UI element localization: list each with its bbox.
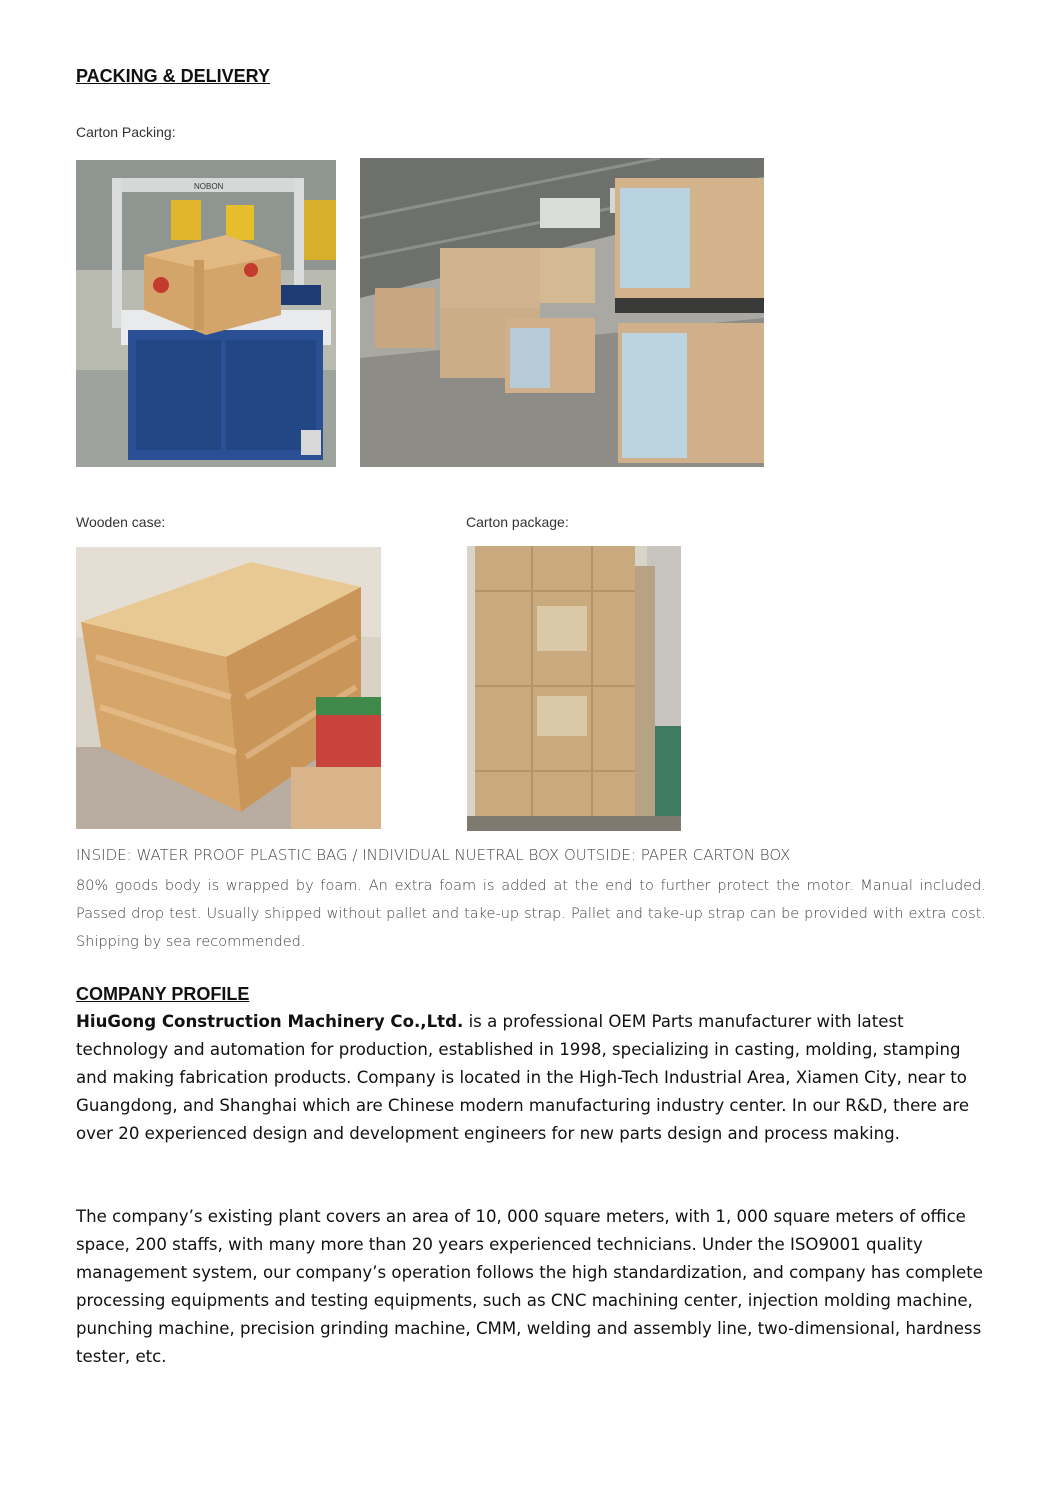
packing-description: 80% goods body is wrapped by foam. An extra foam is added at the end to further protect the motor. Manual included. Passed drop test. Usually shipped without pallet and take-up strap. Pallet and take-up strap can be provided with extra cost. Shipping by sea recommended.	[76, 878, 986, 950]
carton-package-photo	[467, 546, 681, 831]
carton-packing-label: Carton Packing:	[76, 124, 176, 140]
inside-outside-line: INSIDE: WATER PROOF PLASTIC BAG / INDIVIDUAL NUETRAL BOX OUTSIDE: PAPER CARTON BOX	[76, 846, 791, 864]
company-paragraph-1-text: is a professional OEM Parts manufacturer with latest technology and automation for production, established in 1998, specializing in casting, molding, stamping and making fabrication products. Company is located in the High-Tech Industrial Area, Xiamen City, near to Guangdong, and Shanghai which are Chinese modern manufacturing industry center. In our R&D, there are over 20 experienced design and development engineers for new parts design and process making.	[76, 1012, 970, 1143]
packing-section-title: PACKING & DELIVERY	[76, 66, 271, 86]
wooden-case-photo	[76, 547, 381, 829]
machine-brand-text: NOBON	[194, 182, 224, 191]
company-section-title: COMPANY PROFILE	[76, 984, 250, 1004]
strapping-machine-photo	[76, 160, 336, 467]
company-paragraph-2: The company’s existing plant covers an area of 10, 000 square meters, with 1, 000 square meters of office space, 200 staffs, with many more than 20 years experienced technicians. Under the ISO9001 quality management system, our company’s operation follows the high standardization, and company has complete processing equipments and testing equipments, such as CNC machining center, injection molding machine, punching machine, precision grinding machine, CMM, welding and assembly line, two-dimensional, hardness tester, etc.	[76, 1207, 983, 1366]
wooden-case-label: Wooden case:	[76, 514, 166, 530]
company-paragraph-1	[76, 1008, 986, 1148]
company-name: HiuGong Construction Machinery Co.,Ltd.	[76, 1012, 464, 1031]
warehouse-photo	[360, 158, 764, 467]
carton-package-label: Carton package:	[466, 514, 569, 530]
